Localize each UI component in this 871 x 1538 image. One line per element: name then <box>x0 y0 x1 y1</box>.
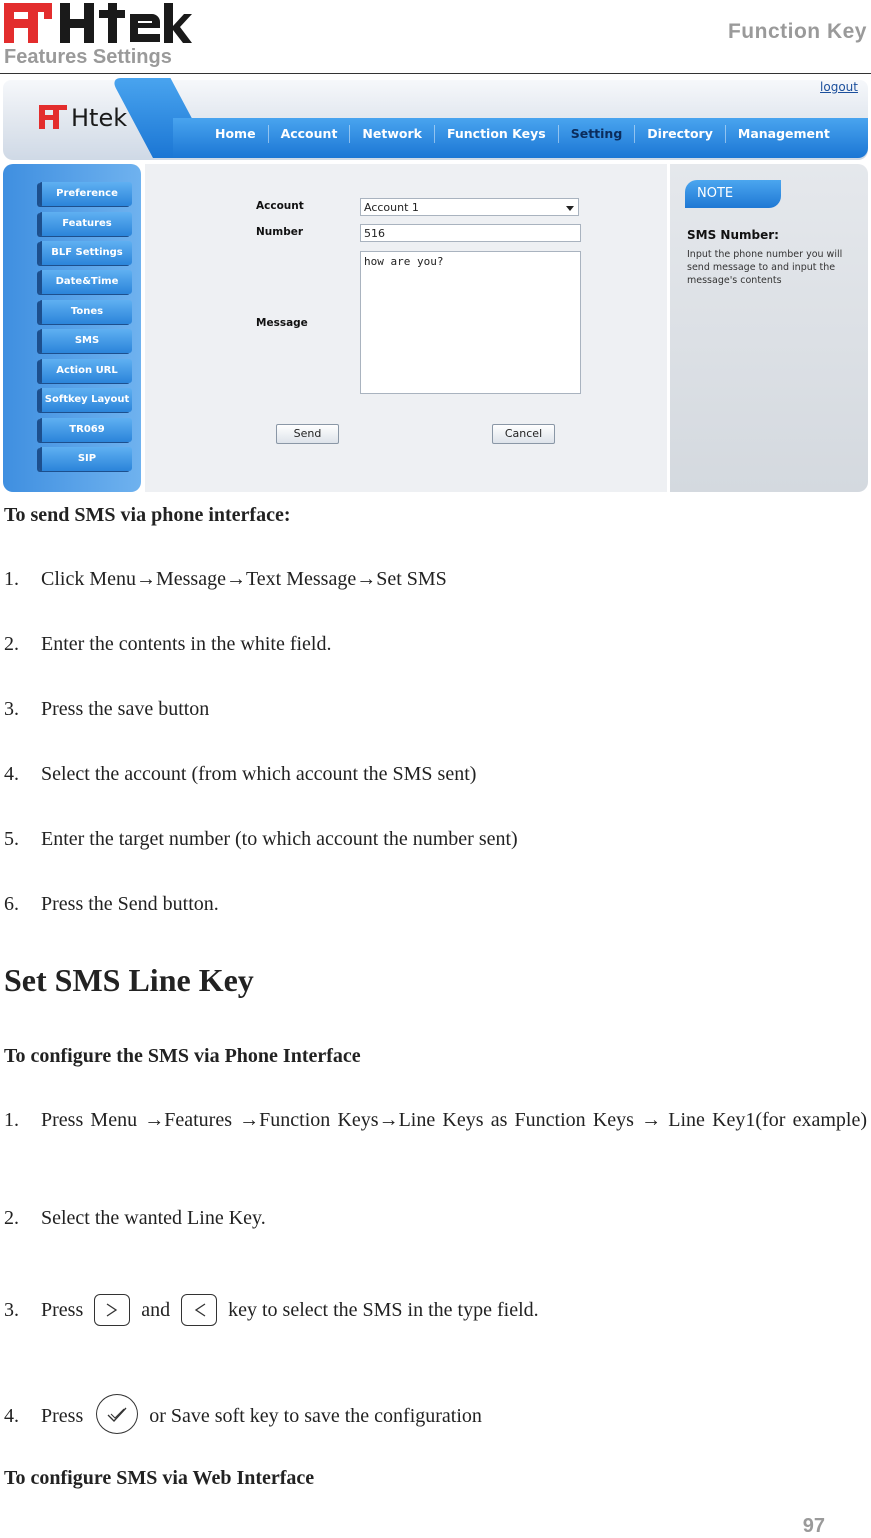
nav-network[interactable]: Network <box>350 125 435 143</box>
note-tag: NOTE <box>685 180 781 208</box>
sidebar-item-features[interactable]: Features <box>39 212 132 236</box>
step-number: 5. <box>4 828 19 850</box>
step-text: Enter the contents in the white field. <box>41 633 332 655</box>
subsection-title: Features Settings <box>4 46 172 68</box>
note-heading: SMS Number: <box>687 228 779 242</box>
message-label: Message <box>256 317 308 329</box>
list-item <box>4 632 331 656</box>
step-number: 1. <box>4 568 19 590</box>
cancel-button[interactable]: Cancel <box>492 424 555 444</box>
step-number: 3. <box>4 1299 19 1321</box>
list-item <box>4 1294 539 1326</box>
step-text-and: and <box>141 1299 171 1321</box>
account-select[interactable] <box>360 198 579 216</box>
step-text: Press the Send button. <box>41 893 219 915</box>
nav-setting[interactable]: Setting <box>559 125 636 143</box>
sidebar-item-tones[interactable]: Tones <box>39 300 132 324</box>
nav-directory[interactable]: Directory <box>635 125 726 143</box>
account-label: Account <box>256 200 304 212</box>
sidebar-item-preference[interactable]: Preference <box>39 182 132 206</box>
nav-home[interactable]: Home <box>203 125 269 143</box>
section-heading: Set SMS Line Key <box>4 962 254 998</box>
step-number: 1. <box>4 1109 19 1131</box>
list-item <box>4 567 447 591</box>
sidebar-item-date-time[interactable]: Date&Time <box>39 270 132 294</box>
step-text: Press <box>41 1405 84 1427</box>
step-number: 6. <box>4 893 19 915</box>
web-logo <box>39 102 147 132</box>
account-select-value: Account 1 <box>364 201 419 214</box>
list-item <box>4 1394 482 1434</box>
message-field[interactable]: how are you? <box>360 251 581 394</box>
ok-key-icon <box>96 1394 138 1434</box>
step-text: Select the account (from which account the SMS sent) <box>41 763 477 785</box>
step-text: key to select the SMS in the type field. <box>228 1299 539 1321</box>
step-text: Enter the target number (to which account the number sent) <box>41 828 518 850</box>
page-number: 97 <box>802 1515 825 1537</box>
step-number: 3. <box>4 698 19 720</box>
nav-account[interactable]: Account <box>269 125 351 143</box>
sidebar-item-sip[interactable]: SIP <box>39 447 132 471</box>
step-number: 2. <box>4 633 19 655</box>
nav-management[interactable]: Management <box>737 126 830 141</box>
step-text: Press <box>41 1299 84 1321</box>
list-item <box>4 1206 266 1230</box>
note-text: Input the phone number you will send message to and input the message's contents <box>687 249 843 286</box>
step-text: Select the wanted Line Key. <box>41 1207 266 1229</box>
list-item <box>4 1104 868 1137</box>
left-arrow-key-icon <box>181 1294 217 1326</box>
svg-text:Htek: Htek <box>71 104 128 132</box>
nav-function-keys[interactable]: Function Keys <box>435 125 559 143</box>
list-item <box>4 697 209 721</box>
send-button[interactable]: Send <box>276 424 339 444</box>
top-nav <box>203 122 842 146</box>
list-item <box>4 892 219 916</box>
step-text: or Save soft key to save the configuration <box>149 1405 482 1427</box>
step-number: 2. <box>4 1207 19 1229</box>
section-title: Function Key <box>727 20 867 43</box>
number-field[interactable]: 516 <box>360 224 581 242</box>
number-label: Number <box>256 226 304 238</box>
htek-logo <box>4 2 192 44</box>
config-web-heading: To configure SMS via Web Interface <box>4 1467 315 1489</box>
sidebar-item-tr069[interactable]: TR069 <box>39 418 132 442</box>
sidebar-item-softkey-layout[interactable]: Softkey Layout <box>39 388 132 412</box>
web-ui-screenshot <box>3 78 868 492</box>
chevron-down-icon <box>566 206 574 211</box>
config-phone-heading: To configure the SMS via Phone Interface <box>4 1045 361 1067</box>
list-item <box>4 827 518 851</box>
right-arrow-key-icon <box>94 1294 130 1326</box>
list-item <box>4 762 476 786</box>
logout-link[interactable]: logout <box>820 80 858 94</box>
sidebar-item-sms[interactable]: SMS <box>39 329 132 353</box>
step-number: 4. <box>4 763 19 785</box>
sidebar-item-blf-settings[interactable]: BLF Settings <box>39 241 132 265</box>
step-text: Press the save button <box>41 698 210 720</box>
step-number: 4. <box>4 1405 19 1427</box>
step-text: Click Menu→Message→Text Message→Set SMS <box>41 568 447 590</box>
send-sms-heading: To send SMS via phone interface: <box>4 504 291 526</box>
header-divider <box>0 73 871 74</box>
note-panel <box>670 164 868 492</box>
step-text: Press Menu →Features →Function Keys→Line Keys as Function Keys → Line Key1(for example) <box>41 1109 867 1131</box>
sidebar-item-action-url[interactable]: Action URL <box>39 359 132 383</box>
